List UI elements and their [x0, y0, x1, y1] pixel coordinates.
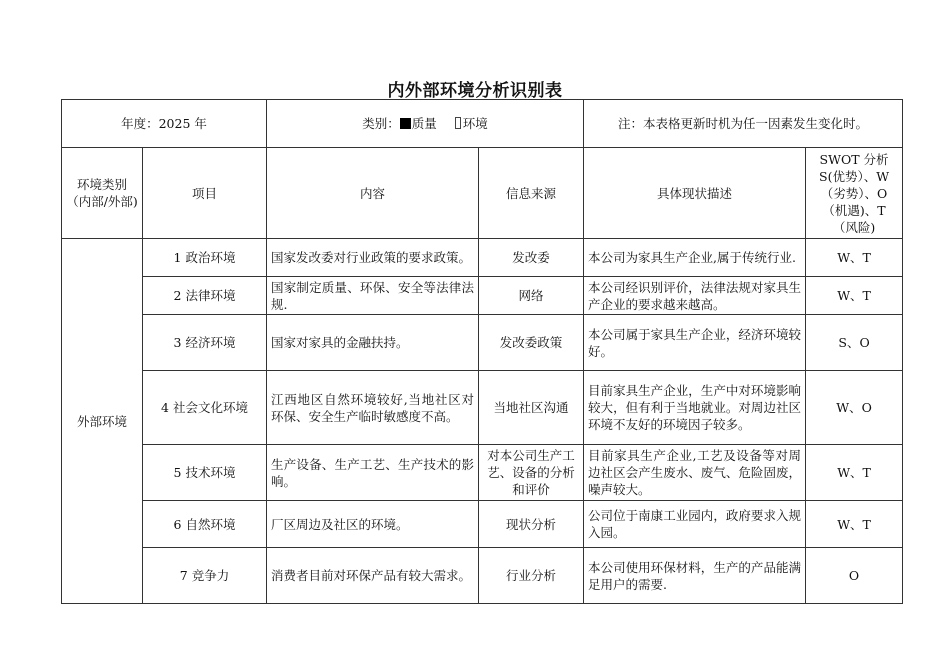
year-cell: 年度：2025 年 [62, 100, 267, 148]
header-content: 内容 [267, 148, 479, 239]
row-content: 国家对家具的金融扶持。 [267, 315, 479, 371]
row-content: 国家发改委对行业政策的要求政策。 [267, 239, 479, 277]
row-status: 公司位于南康工业园内，政府要求入规入园。 [584, 501, 806, 548]
table-row [62, 445, 903, 501]
row-swot: O [806, 548, 903, 604]
row-item: 3 经济环境 [143, 315, 267, 371]
table-row [62, 277, 903, 315]
row-swot: W、T [806, 239, 903, 277]
table-row [62, 371, 903, 445]
table-row [62, 501, 903, 548]
header-swot: SWOT 分析 S(优势）、W（劣势）、O（机遇)、T（风险) [806, 148, 903, 239]
category-label: 类别： [362, 116, 400, 131]
row-content: 厂区周边及社区的环境。 [267, 501, 479, 548]
row-source: 当地社区沟通 [479, 371, 584, 445]
header-status: 具体现状描述 [584, 148, 806, 239]
environment-analysis-table [61, 99, 903, 604]
note-cell: 注：本表格更新时机为任一因素发生变化时。 [584, 100, 903, 148]
unchecked-checkbox-icon [455, 117, 461, 129]
table-row [62, 548, 903, 604]
row-source: 发改委 [479, 239, 584, 277]
row-status: 目前家具生产企业,工艺及设备等对周边社区会产生废水、废气、危险固废，噪声较大。 [584, 445, 806, 501]
row-content: 国家制定质量、环保、安全等法律法规. [267, 277, 479, 315]
group-external: 外部环境 [62, 239, 143, 604]
category-cell [267, 100, 584, 148]
row-status: 本公司为家具生产企业,属于传统行业. [584, 239, 806, 277]
row-content: 江西地区自然环境较好,当地社区对环保、安全生产临时敏感度不高。 [267, 371, 479, 445]
document-title: 内外部环境分析识别表 [387, 81, 563, 101]
row-source: 发改委政策 [479, 315, 584, 371]
row-swot: S、O [806, 315, 903, 371]
checked-checkbox-icon [400, 118, 411, 129]
row-item: 4 社会文化环境 [143, 371, 267, 445]
category-environment: 环境 [462, 116, 488, 131]
row-content: 消费者目前对环保产品有较大需求。 [267, 548, 479, 604]
row-status: 目前家具生产企业，生产中对环境影响较大，但有利于当地就业。对周边社区环境不友好的环境因子较多。 [584, 371, 806, 445]
row-source: 网络 [479, 277, 584, 315]
row-swot: W、T [806, 445, 903, 501]
row-source: 对本公司生产工艺、设备的分析和评价 [479, 445, 584, 501]
info-row [62, 100, 903, 148]
header-env-type: 环境类别（内部/外部) [62, 148, 143, 239]
row-swot: W、O [806, 371, 903, 445]
row-item: 5 技术环境 [143, 445, 267, 501]
row-swot: W、T [806, 501, 903, 548]
row-item: 7 竞争力 [143, 548, 267, 604]
row-status: 本公司使用环保材料，生产的产品能满足用户的需要. [584, 548, 806, 604]
row-content: 生产设备、生产工艺、生产技术的影响。 [267, 445, 479, 501]
header-item: 项目 [143, 148, 267, 239]
row-source: 现状分析 [479, 501, 584, 548]
category-quality: 质量 [411, 116, 437, 131]
row-status: 本公司经识别评价，法律法规对家具生产企业的要求越来越高。 [584, 277, 806, 315]
row-status: 本公司属于家具生产企业，经济环境较好。 [584, 315, 806, 371]
row-source: 行业分析 [479, 548, 584, 604]
row-item: 6 自然环境 [143, 501, 267, 548]
table-row [62, 315, 903, 371]
row-item: 2 法律环境 [143, 277, 267, 315]
table-row [62, 239, 903, 277]
header-source: 信息来源 [479, 148, 584, 239]
row-item: 1 政治环境 [143, 239, 267, 277]
row-swot: W、T [806, 277, 903, 315]
header-row [62, 148, 903, 239]
